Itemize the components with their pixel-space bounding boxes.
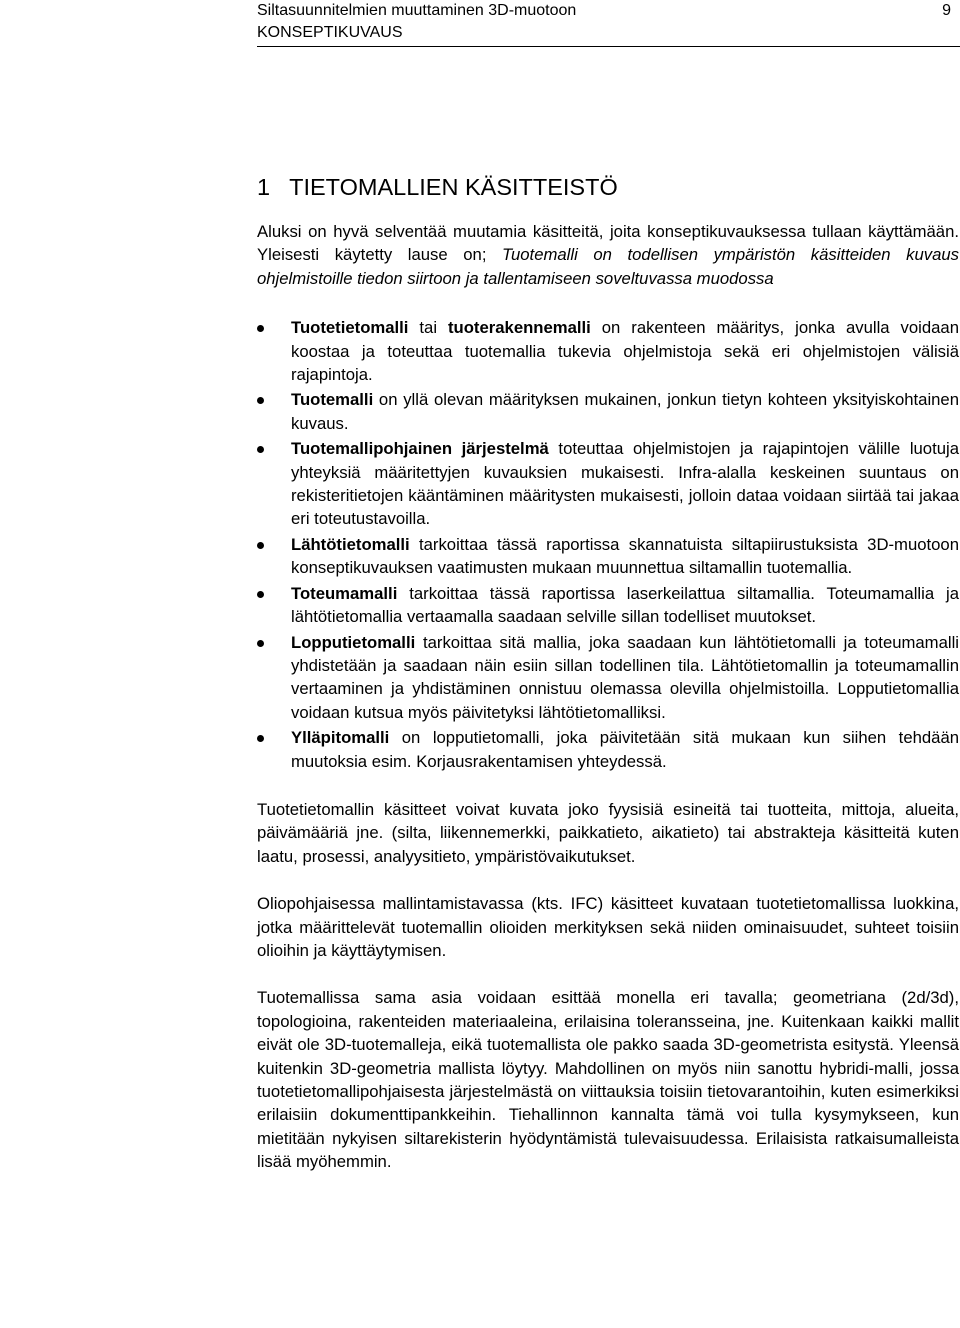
definition-item	[257, 388, 959, 435]
definition-text: toteuttaa ohjelmistojen ja rajapintojen välille luotuja yhteyksiä määritettyjen kuvauksien mukaisesti. Infra-alalla keskeinen suuntaus on rekisteritietojen kääntäminen määritysten mukaisesti, jolloin dataa voidaan siirtää tai jakaa eri toteutustavoilla.	[291, 439, 959, 529]
definition-term: Tuotemalli	[291, 390, 374, 410]
definition-term: Lähtötietomalli	[291, 534, 410, 554]
definition-text: tarkoittaa tässä raportissa skannatuista siltapiirustuksista 3D-muotoon konseptikuvauksen vaatimusten mukaan muunnettua siltamallin tuotemallia.	[291, 534, 959, 578]
bullet-icon	[257, 542, 264, 549]
bullet-icon	[257, 640, 264, 647]
section-title: TIETOMALLIEN KÄSITTEISTÖ	[289, 174, 618, 200]
definition-item	[257, 582, 959, 629]
definition-item	[257, 533, 959, 580]
definition-text: on rakenteen määritys, jonka avulla voidaan koostaa ja toteuttaa tuotemallia tukevia ohjelmistoja sekä eri ohjelmistojen välisiä rajapintoja.	[291, 318, 959, 385]
definition-term: Tuotemallipohjainen järjestelmä	[291, 439, 549, 459]
definition-term: Lopputietomalli	[291, 632, 416, 652]
body-paragraph: Tuotetietomallin käsitteet voivat kuvata joko fyysisiä esineitä tai tuotteita, mittoja, alueita, päivämääriä jne. (silta, liikennemerkki, paikkatieto, aikatieto) tai abstrakteja käsitteitä kuten laatu, prosessi, analyysitieto, ympäristövaikutukset.	[257, 799, 959, 866]
page-header	[257, 0, 960, 44]
definition-list	[257, 316, 959, 773]
definition-item	[257, 316, 959, 386]
definition-item	[257, 726, 959, 773]
bullet-icon	[257, 735, 264, 742]
definition-item	[257, 631, 959, 725]
definition-term: Tuotetietomalli	[291, 318, 409, 338]
definition-connector: tai	[408, 318, 448, 338]
definition-text: on lopputietomalli, joka päivitetään sitä mukaan kun siihen tehdään muutoksia esim. Korjausrakentamisen yhteydessä.	[291, 728, 959, 771]
bullet-icon	[257, 397, 264, 404]
section-number: 1	[257, 174, 271, 200]
definition-text: on yllä olevan määrityksen mukainen, jonkun tietyn kohteen yksityiskohtainen kuvaus.	[291, 390, 959, 433]
body-paragraph: Oliopohjaisessa mallintamistavassa (kts. IFC) käsitteet kuvataan tuotetietomallissa luokkina, jotka määrittelevät tuotemallin olioiden merkityksen sekä niiden ominaisuudet, suhteet toisiin olioihin ja käyttäytymisen.	[257, 894, 959, 960]
intro-quote: Tuotemalli on todellisen ympäristön käsitteiden kuvaus ohjelmistoille tiedon siirtoon ja tallentamiseen soveltuvassa muodossa	[257, 245, 959, 288]
document-subtitle: KONSEPTIKUVAUS	[257, 24, 403, 41]
definition-term: Toteumamalli	[291, 583, 398, 603]
bullet-icon	[257, 325, 264, 332]
bullet-icon	[257, 446, 264, 453]
body-paragraph: Tuotemallissa sama asia voidaan esittää monella eri tavalla; geometriana (2d/3d), topologioina, rakenteiden materiaaleina, erilaisina toleransseina, jne. Kuitenkaan kaikki mallit eivät ole 3D-tuotemalleja, eikä tuotemallista ole pakko saada 3D-geometrista esitystä. Yleensä kuitenkin 3D-geometria mallista löytyy. Mahdollinen on myös niin sanottu hybridi-malli, jossa tuotetietomallipohjaisesta järjestelmästä on viittauksia toisiin tietovarantoihin, kuten esimerkiksi erilaisiin dokumenttipankkeihin. Tiehallinnon kannalta tämä voi tulla kysymykseen, kun mietitään nykyisen siltarekisterin hyödyntämistä tulevaisuudessa. Erilaisista ratkaisumalleista lisää myöhemmin.	[257, 988, 959, 1172]
document-title: Siltasuunnitelmien muuttaminen 3D-muotoon	[257, 2, 577, 19]
definition-term-alt: tuoterakennemalli	[447, 318, 591, 338]
definition-text: tarkoittaa sitä mallia, joka saadaan kun lähtötietomalli ja toteumamalli yhdistetään ja saadaan näin esiin sillan todellinen tila. Lähtötietomallin ja toteumamallin vertaaminen ja yhdistäminen onnistuu olemassa olevilla ohjelmistoilla. Lopputietomallia voidaan kutsua myös päivitetyksi lähtötietomalliksi.	[291, 632, 959, 722]
intro-paragraph	[257, 220, 959, 290]
intro-text: Aluksi on hyvä selventää muutamia käsitteitä, joita konseptikuvauksessa tullaan käyttämään. Yleisesti käytetty lause on;	[257, 222, 959, 265]
definition-item	[257, 437, 959, 531]
definition-term: Ylläpitomalli	[291, 728, 390, 748]
page-number: 9	[942, 2, 951, 19]
section-heading	[257, 170, 959, 204]
definition-text: tarkoittaa tässä raportissa laserkeilattua siltamallia. Toteumamallia ja lähtötietomallia vertaamalla saadaan selville sillan todelliset muutokset.	[291, 583, 959, 627]
page-content	[257, 170, 959, 1198]
header-divider	[257, 46, 960, 47]
bullet-icon	[257, 591, 264, 598]
